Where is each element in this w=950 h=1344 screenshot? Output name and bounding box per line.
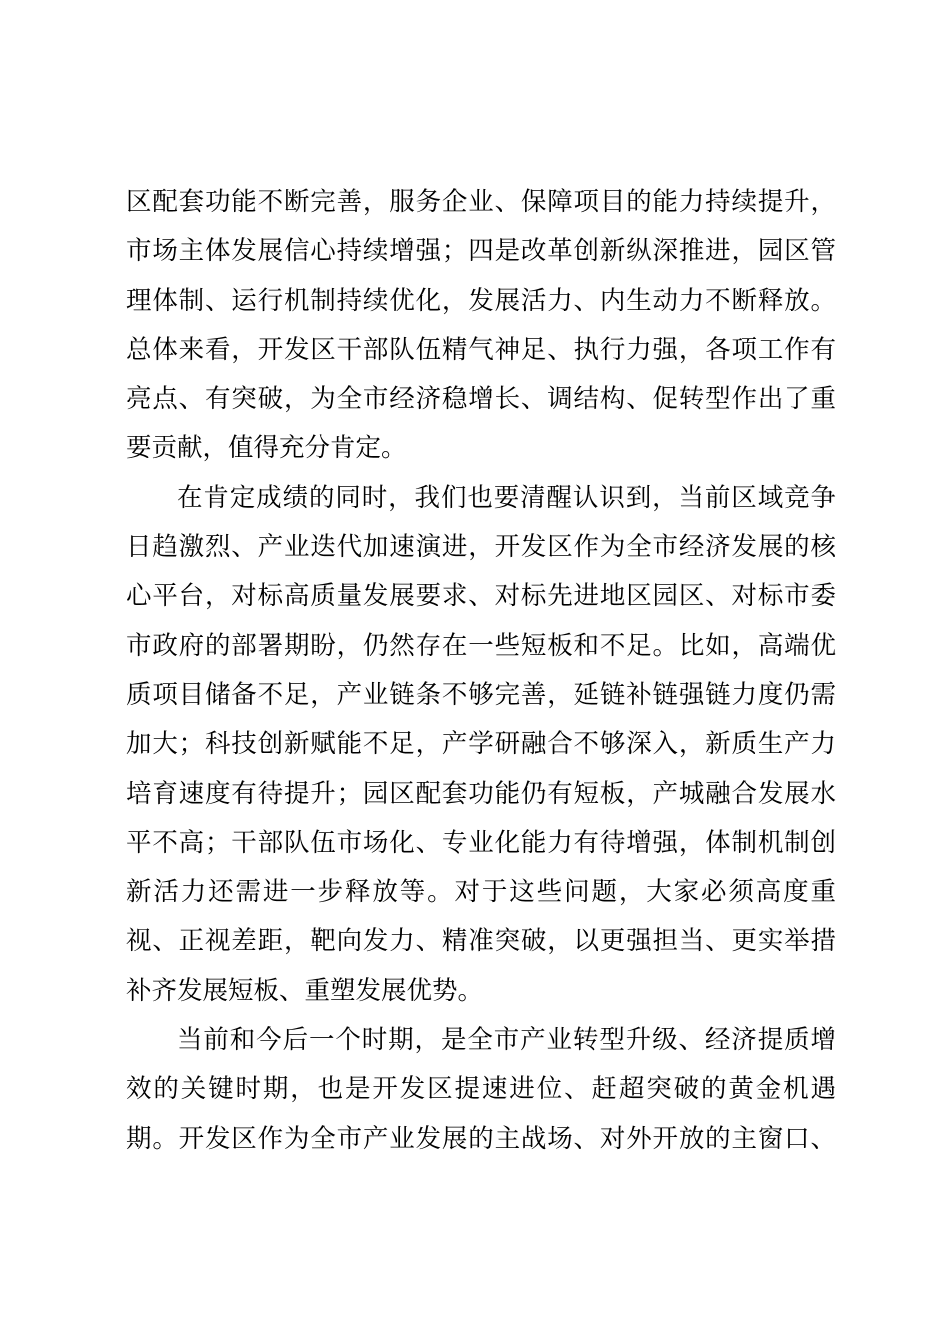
text-line: 当前和今后一个时期，是全市产业转型升级、经济提质增	[177, 1025, 836, 1056]
text-line: 新活力还需进一步释放等。对于这些问题，大家必须高度重	[126, 877, 836, 908]
text-line: 视、正视差距，靶向发力、精准突破，以更强担当、更实举措	[126, 926, 836, 957]
text-line: 亮点、有突破，为全市经济稳增长、调结构、促转型作出了重	[126, 384, 836, 415]
text-line: 心平台，对标高质量发展要求、对标先进地区园区、对标市委	[126, 581, 836, 612]
text-line: 期。开发区作为全市产业发展的主战场、对外开放的主窗口、	[126, 1123, 836, 1154]
text-line: 培育速度有待提升；园区配套功能仍有短板，产城融合发展水	[126, 778, 836, 809]
paragraph	[126, 178, 836, 474]
text-line: 加大；科技创新赋能不足，产学研融合不够深入，新质生产力	[126, 729, 836, 760]
text-line: 市场主体发展信心持续增强；四是改革创新纵深推进，园区管	[126, 236, 836, 267]
paragraph	[126, 1016, 836, 1164]
text-line: 要贡献，值得充分肯定。	[126, 433, 407, 464]
text-line: 平不高；干部队伍市场化、专业化能力有待增强，体制机制创	[126, 827, 836, 858]
text-line: 质项目储备不足，产业链条不够完善，延链补链强链力度仍需	[126, 679, 836, 710]
text-line: 区配套功能不断完善，服务企业、保障项目的能力持续提升，	[126, 187, 836, 217]
document-body	[126, 178, 836, 1164]
text-line: 理体制、运行机制持续优化，发展活力、内生动力不断释放。	[126, 285, 836, 316]
text-line: 总体来看，开发区干部队伍精气神足、执行力强，各项工作有	[126, 334, 836, 365]
text-line: 补齐发展短板、重塑发展优势。	[126, 975, 484, 1006]
text-line: 市政府的部署期盼，仍然存在一些短板和不足。比如，高端优	[126, 630, 836, 661]
text-line: 效的关键时期，也是开发区提速进位、赶超突破的黄金机遇	[126, 1074, 836, 1105]
text-line: 日趋激烈、产业迭代加速演进，开发区作为全市经济发展的核	[126, 532, 836, 563]
text-line: 在肯定成绩的同时，我们也要清醒认识到，当前区域竞争	[177, 482, 836, 513]
paragraph	[126, 474, 836, 1016]
